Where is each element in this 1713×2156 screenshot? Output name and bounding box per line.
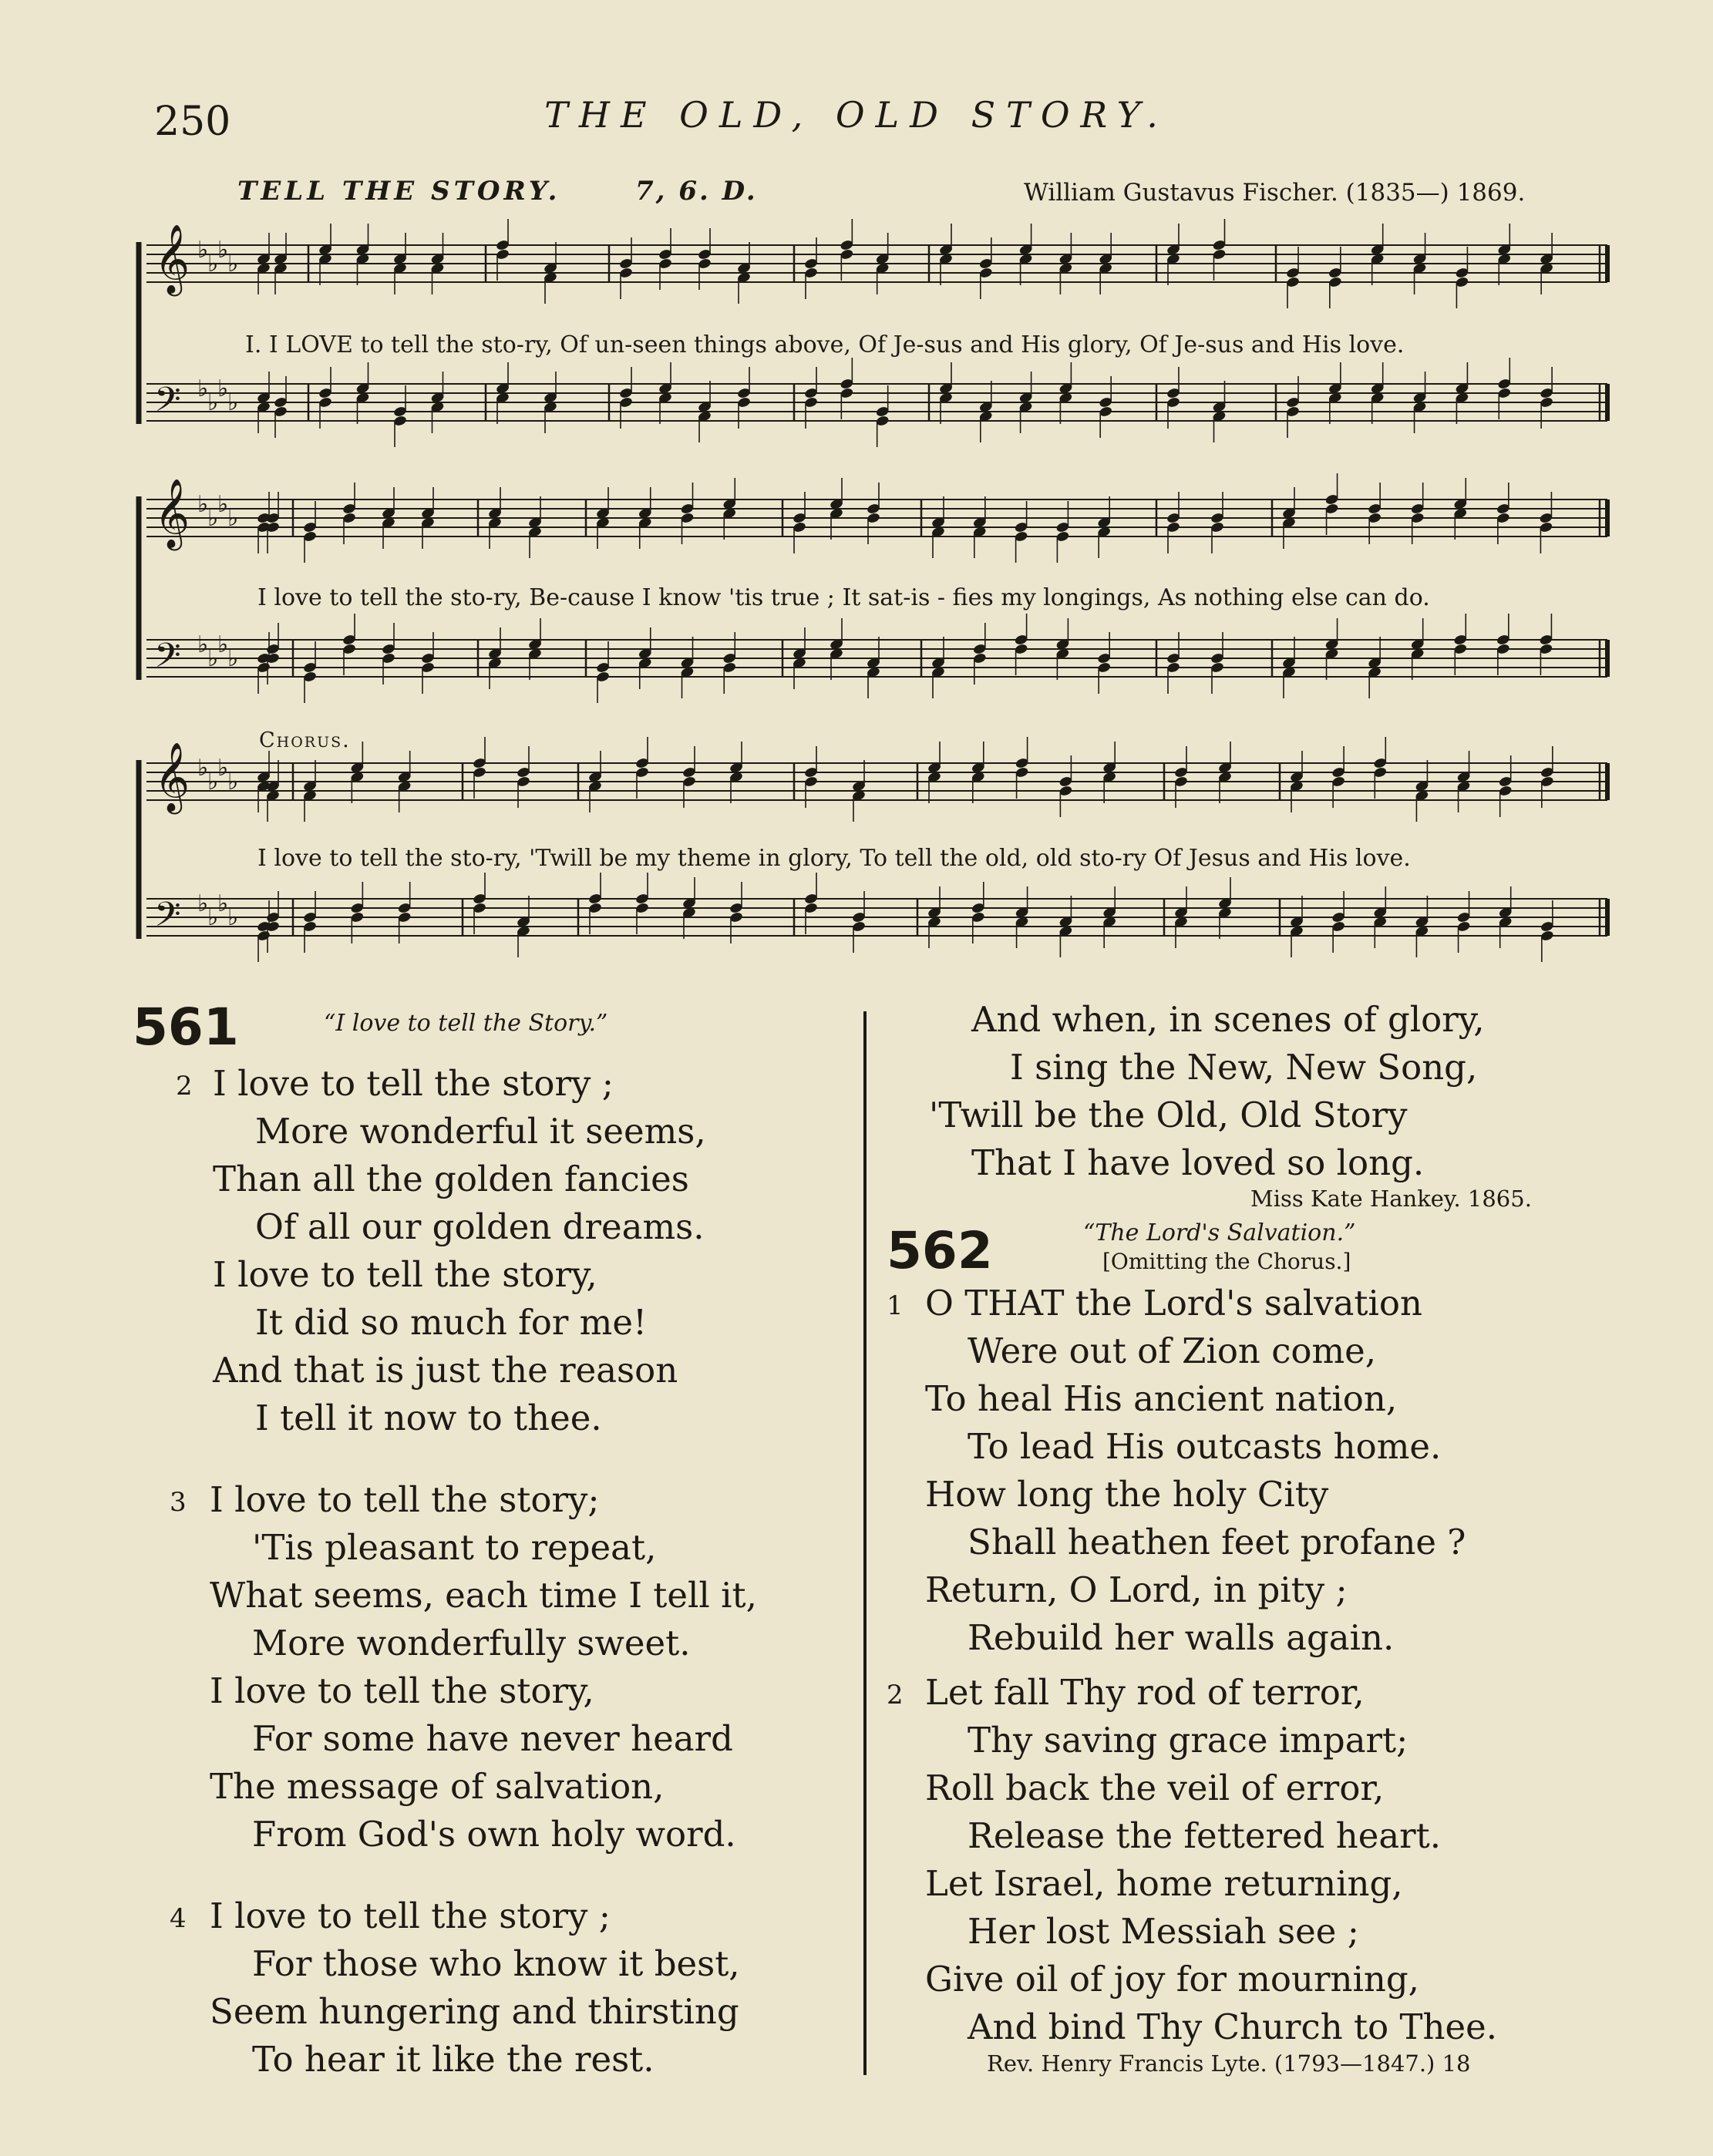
flat-sign-icon: ♭ — [197, 631, 209, 658]
poem-line: More wonderfully sweet. — [252, 1623, 691, 1663]
flat-sign-icon: ♭ — [217, 755, 229, 782]
treble-clef-icon: 𝄞 — [154, 224, 190, 294]
hymn-562-attribution: Rev. Henry Francis Lyte. (1793—1847.) 18 — [987, 2050, 1471, 2077]
stanza-number: 2 — [176, 1071, 193, 1102]
flat-sign-icon: ♭ — [207, 389, 219, 416]
poem-line: I love to tell the story, — [213, 1254, 597, 1295]
running-title: THE OLD, OLD STORY. — [544, 94, 1169, 136]
flat-sign-icon: ♭ — [227, 904, 239, 931]
poem-line: And that is just the reason — [213, 1350, 678, 1391]
flat-sign-icon: ♭ — [197, 491, 209, 518]
poem-line: More wonderful it seems, — [255, 1111, 706, 1152]
poem-line: What seems, each time I tell it, — [210, 1575, 757, 1616]
poem-line: Release the fettered heart. — [968, 1815, 1442, 1856]
composer-credit: William Gustavus Fischer. (1835—) 1869. — [1024, 179, 1526, 207]
hymn-561-continuation — [929, 996, 1623, 1187]
hymn-562-subtitle: [Omitting the Chorus.] — [1102, 1249, 1351, 1274]
tune-name: TELL THE STORY. — [237, 176, 561, 207]
flat-sign-icon: ♭ — [217, 491, 229, 518]
flat-sign-icon: ♭ — [227, 505, 239, 532]
poem-line: I sing the New, New Song, — [1010, 1047, 1478, 1088]
poem-line: 'Tis pleasant to repeat, — [252, 1527, 657, 1568]
flat-sign-icon: ♭ — [197, 890, 209, 917]
bass-clef-icon: 𝄢 — [154, 379, 181, 428]
flat-sign-icon: ♭ — [207, 645, 219, 672]
bass-clef-icon: 𝄢 — [154, 635, 181, 684]
tune-meter: 7, 6. D. — [635, 176, 758, 207]
poem-line: From God's own holy word. — [252, 1814, 736, 1855]
flat-sign-icon: ♭ — [207, 505, 219, 532]
poem-line: To heal His ancient nation, — [925, 1378, 1398, 1419]
flat-sign-icon: ♭ — [217, 237, 229, 264]
music-lyrics-line-3: I love to tell the sto-ry, 'Twill be my theme in glory, To tell the old, old sto-ry Of Jesus and His love. — [257, 845, 1411, 872]
poem-line: It did so much for me! — [255, 1302, 648, 1343]
poem-line: To lead His outcasts home. — [968, 1426, 1442, 1467]
hymn-562-title: “The Lord's Salvation.” — [1083, 1219, 1356, 1246]
poem-line: Were out of Zion come, — [968, 1330, 1377, 1371]
poem-line: I love to tell the story; — [210, 1479, 600, 1520]
flat-sign-icon: ♭ — [217, 375, 229, 402]
poem-line: How long the holy City — [925, 1474, 1329, 1515]
stanza-number: 4 — [170, 1903, 187, 1934]
poem-line: I love to tell the story, — [210, 1670, 594, 1711]
stanza-number: 2 — [887, 1680, 904, 1710]
flat-sign-icon: ♭ — [217, 631, 229, 658]
flat-sign-icon: ♭ — [227, 251, 239, 277]
poem-line: Let Israel, home returning, — [925, 1863, 1403, 1904]
poem-line: Than all the golden fancies — [213, 1159, 689, 1199]
treble-clef-icon: 𝄞 — [154, 742, 190, 812]
stanza-number: 3 — [170, 1487, 187, 1518]
poem-line: Thy saving grace impart; — [968, 1720, 1408, 1761]
poem-line: To hear it like the rest. — [252, 2039, 655, 2080]
page-number: 250 — [154, 99, 231, 145]
poem-line: 'Twill be the Old, Old Story — [929, 1095, 1408, 1135]
bass-clef-icon: 𝄢 — [154, 894, 181, 943]
poem-line: That I have loved so long. — [971, 1142, 1425, 1183]
treble-clef-icon: 𝄞 — [154, 479, 190, 548]
poem-line: Rebuild her walls again. — [968, 1617, 1395, 1658]
poem-line: Her lost Messiah see ; — [968, 1911, 1359, 1952]
poem-line: For those who know it best, — [252, 1943, 740, 1984]
poem-line: And when, in scenes of glory, — [971, 999, 1485, 1040]
poem-line: Shall heathen feet profane ? — [968, 1522, 1466, 1562]
poem-line: The message of salvation, — [210, 1766, 665, 1807]
poem-line: Give oil of joy for mourning, — [925, 1959, 1419, 2000]
flat-sign-icon: ♭ — [227, 389, 239, 416]
stanza-number: 1 — [887, 1290, 904, 1321]
poem-line: And bind Thy Church to Thee. — [968, 2006, 1498, 2047]
poem-line: I tell it now to thee. — [255, 1398, 602, 1438]
music-lyrics-line-1: I. I LOVE to tell the sto-ry, Of un-seen things above, Of Je-sus and His glory, Of Je-sus and His love. — [245, 331, 1405, 358]
flat-sign-icon: ♭ — [217, 890, 229, 917]
poem-line: Let fall Thy rod of terror, — [925, 1672, 1365, 1713]
hymn-561-title: “I love to tell the Story.” — [324, 1010, 608, 1037]
flat-sign-icon: ♭ — [207, 904, 219, 931]
poem-line: Roll back the veil of error, — [925, 1768, 1385, 1808]
flat-sign-icon: ♭ — [197, 375, 209, 402]
flat-sign-icon: ♭ — [227, 645, 239, 672]
music-lyrics-line-2: I love to tell the sto-ry, Be-cause I know 'tis true ; It sat-is - fies my longings, As nothing else can do. — [257, 584, 1430, 611]
flat-sign-icon: ♭ — [227, 769, 239, 795]
flat-sign-icon: ♭ — [207, 251, 219, 277]
hymn-561-attribution: Miss Kate Hankey. 1865. — [1250, 1186, 1532, 1212]
flat-sign-icon: ♭ — [207, 769, 219, 795]
hymn-number-561: 561 — [133, 997, 239, 1057]
flat-sign-icon: ♭ — [197, 755, 209, 782]
poem-line: For some have never heard — [252, 1718, 733, 1759]
chorus-label: Chorus. — [259, 728, 351, 752]
hymn-number-562: 562 — [887, 1221, 993, 1280]
poem-line: Seem hungering and thirsting — [210, 1991, 739, 2032]
poem-line: I love to tell the story ; — [213, 1063, 614, 1104]
flat-sign-icon: ♭ — [197, 237, 209, 264]
poem-line: I love to tell the story ; — [210, 1895, 611, 1936]
poem-line: Return, O Lord, in pity ; — [925, 1569, 1348, 1610]
poem-line: O THAT the Lord's salvation — [925, 1283, 1422, 1324]
poem-line: Of all our golden dreams. — [255, 1206, 705, 1247]
